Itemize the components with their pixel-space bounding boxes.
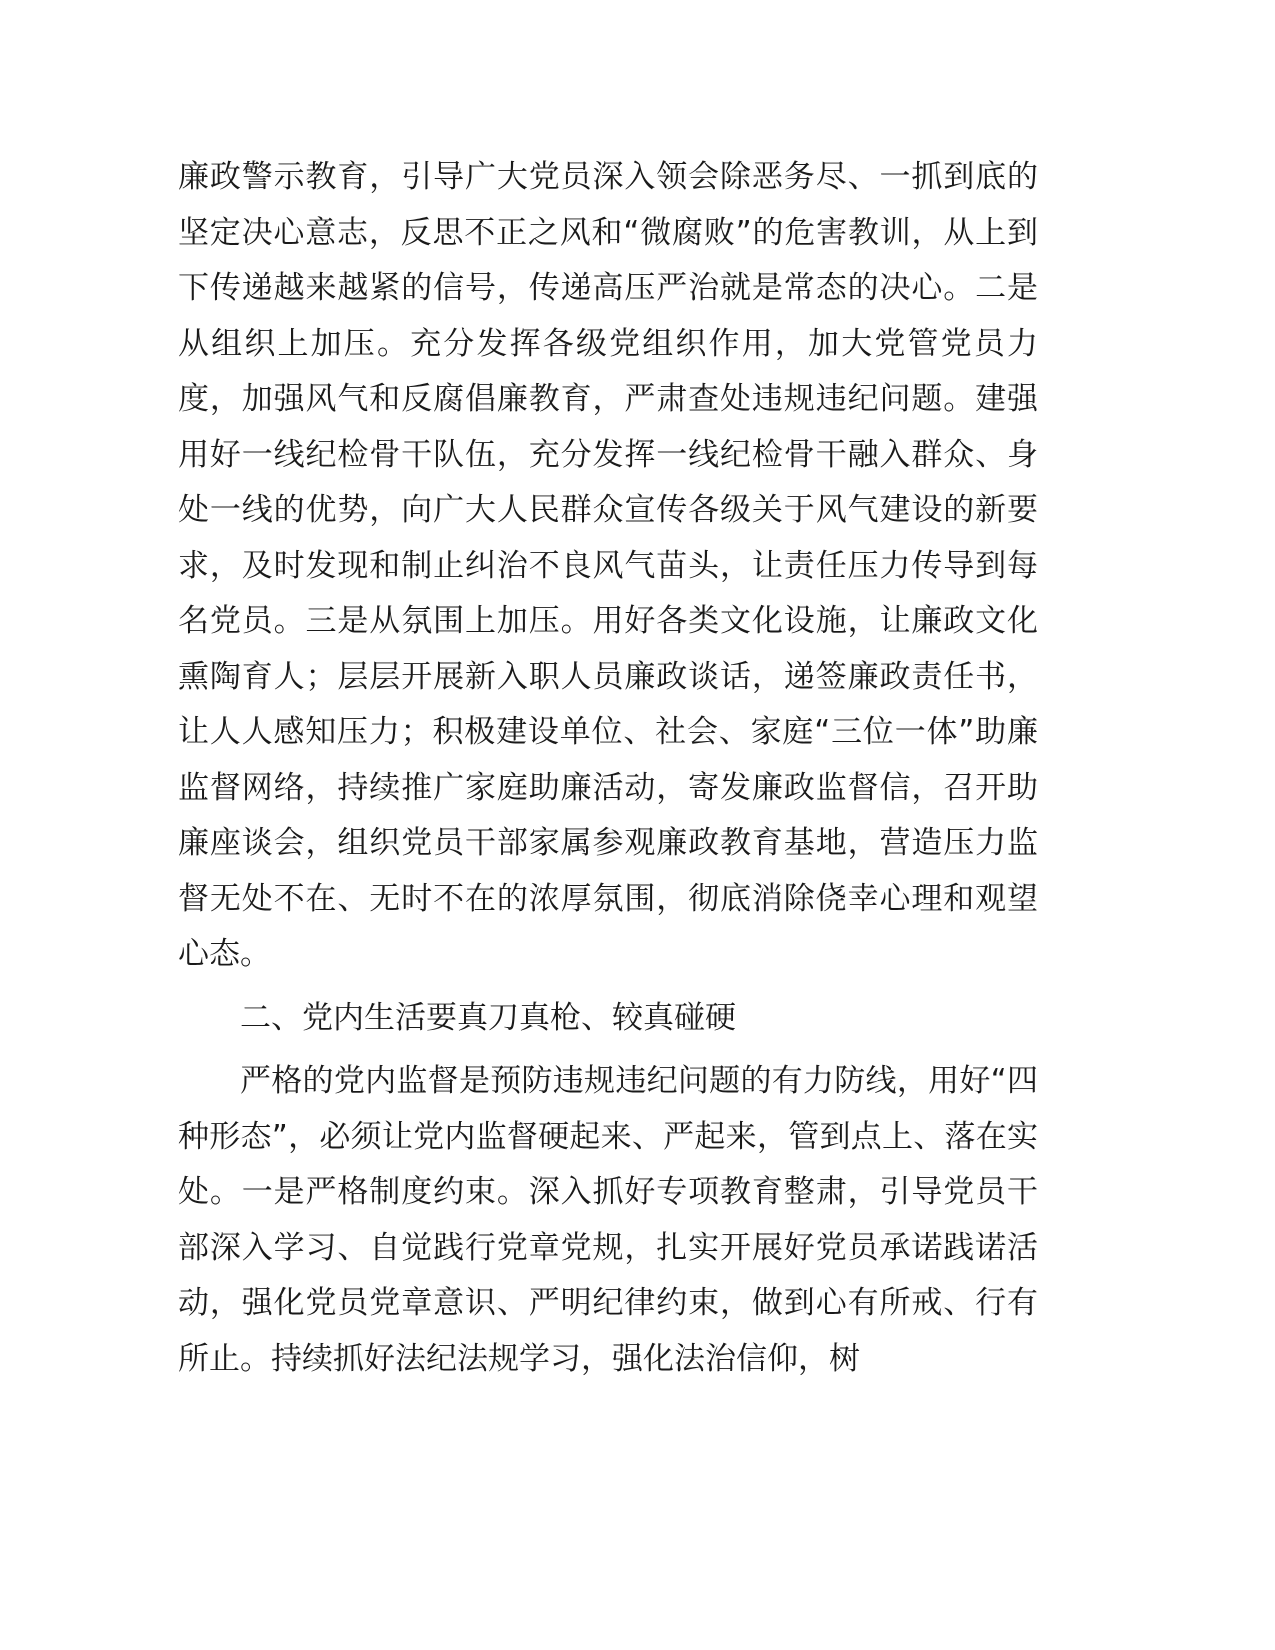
body-paragraph: 严格的党内监督是预防违规违纪问题的有力防线，用好“四种形态”，必须让党内监督硬起来、严起来，管到点上、落在实处。一是严格制度约束。深入抓好专项教育整肃，引导党员干部深入学习、自觉践行党章党规，扎实开展好党员承诺践诺活动，强化党员党章意识、严明纪律约束，做到心有所戒、行有所止。持续抓好法纪法规学习，强化法治信仰，树 <box>178 1063 1038 1377</box>
body-paragraph-continued: 廉政警示教育，引导广大党员深入领会除恶务尽、一抓到底的坚定决心意志，反思不正之风和“微腐败”的危害教训，从上到下传递越来越紧的信号，传递高压严治就是常态的决心。二是从组织上加压。充分发挥各级党组织作用，加大党管党员力度，加强风气和反腐倡廉教育，严肃查处违规违纪问题。建强用好一线纪检骨干队伍，充分发挥一线纪检骨干融入群众、身处一线的优势，向广大人民群众宣传各级关于风气建设的新要求，及时发现和制止纠治不良风气苗头，让责任压力传导到每名党员。三是从氛围上加压。用好各类文化设施，让廉政文化熏陶育人；层层开展新入职人员廉政谈话，递签廉政责任书，让人人感知压力；积极建设单位、社会、家庭“三位一体”助廉监督网络，持续推广家庭助廉活动，寄发廉政监督信，召开助廉座谈会，组织党员干部家属参观廉政教育基地，营造压力监督无处不在、无时不在的浓厚氛围，彻底消除侥幸心理和观望心态。 <box>178 159 1038 972</box>
document-body <box>178 150 1038 1387</box>
section-heading: 二、党内生活要真刀真枪、较真碰硬 <box>240 999 736 1036</box>
